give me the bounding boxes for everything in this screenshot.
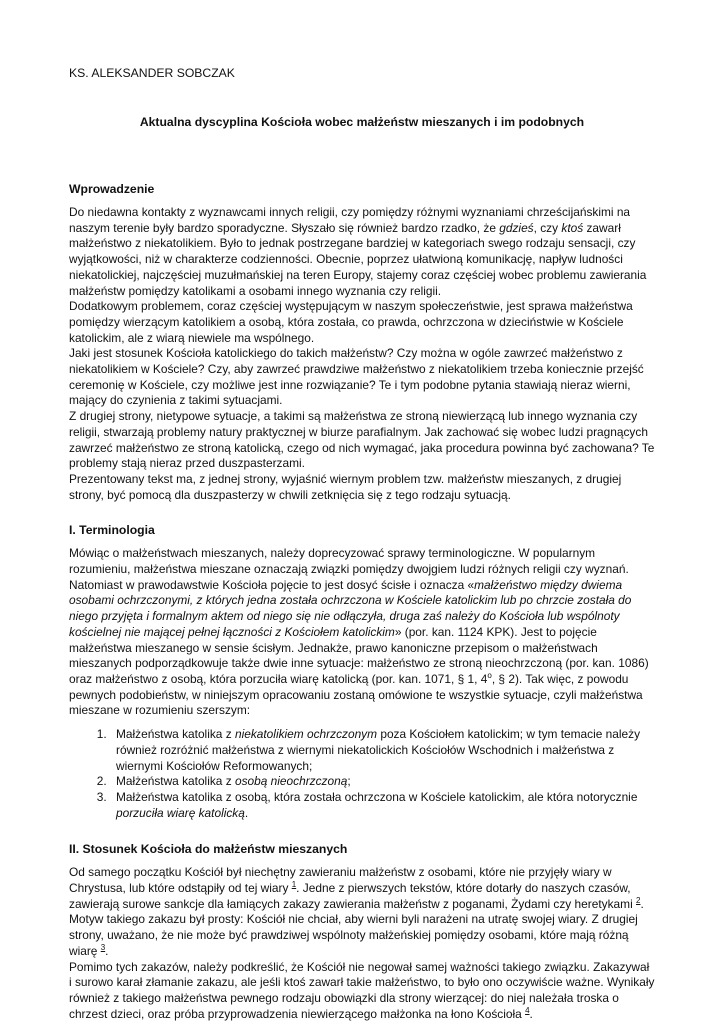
text-run: poza Kościołem katolickim; w tym temacie należy również rozróżnić małżeństwa z wiernymi niekatolickich Kościołów Wschodnich i małżeństwa z wiernymi Kościołów Reformowanych; [116, 727, 641, 773]
terminology-paragraph-1 [69, 546, 655, 719]
text-run: Małżeństwa katolika z [116, 774, 235, 789]
relation-paragraph-1 [69, 865, 655, 959]
list-item [110, 774, 655, 790]
text-run: Od samego początku Kościół był niechętny zawieraniu małżeństw z osobami, które nie przyjęły wiary w Chrystusa, lub które odstąpiły od tej wiary [69, 865, 612, 896]
italic-run: porzuciła wiarę katolicką [116, 805, 245, 820]
text-run: » (por. kan. 1124 KPK). Jest to pojęcie małżeństwa mieszanego w sensie ścisłym. Jednakże, prawo kanoniczne przepisom o małżeństwach mieszanych podporządkowuje także dwie inne sytuacje: małżeństwo ze stroną nieochrzczoną (por. kan. 1086) oraz małżeństwo z osobą, która porzuciła wiarę katolicką (por. kan. 1071, § 1, 4 [69, 624, 649, 686]
relation-paragraph-2 [69, 960, 655, 1023]
footnote-ref-2[interactable]: 2 [636, 895, 641, 905]
italic-run: gdzieś [499, 220, 534, 235]
italic-run: ktoś [561, 220, 584, 235]
text-run: . [105, 943, 109, 958]
author-name: KS. ALEKSANDER SOBCZAK [69, 66, 235, 80]
marriage-types-list [69, 727, 655, 821]
heading-terminology: I. Terminologia [69, 523, 155, 538]
italic-run: osobą nieochrzczoną [234, 774, 348, 789]
text-run: . [529, 1006, 533, 1021]
intro-paragraph-3: Jaki jest stosunek Kościoła katolickiego do takich małżeństw? Czy można w ogóle zawrzeć małżeństwo z niekatolikiem w Kościele? Czy, aby zawrzeć prawdziwe małżeństwo z niekatolikiem trzeba koniecznie przejść ceremonię w Kościele, czy możliwe jest inne rozwiązanie? Te i tym podobne pytania stawiają nieraz wierni, mający do czynienia z takimi sytuacjami. [69, 346, 644, 408]
intro-paragraph-4: Z drugiej strony, nietypowe sytuacje, a takimi są małżeństwa ze stroną niewierzącą lub innego wyznania czy religii, stwarzają problemy natury praktycznej w biurze parafialnym. Jak zachować się wobec ludzi pragnących zawrzeć małżeństwo ze stroną katolicką, czego od nich wymagać, jaka procedura powinna być zachowana? Te problemy stają nieraz przed duszpasterzami. [69, 409, 655, 471]
italic-run: niekatolikiem ochrzczonym [234, 727, 378, 742]
superscript: o [487, 671, 492, 681]
italic-quote: małżeństwo między dwiema osobami ochrzczonymi, z których jedna została ochrzczona w Kościele katolickim lub po chrzcie została do niego przyjęta i formalnym aktem od niego się nie odłączyła, druga zaś należy do Kościoła lub wspólnoty kościelnej nie mającej pełnej łączności z Kościołem katolickim [69, 577, 632, 639]
intro-paragraph-5: Prezentowany tekst ma, z jednej strony, wyjaśnić wiernym problem tzw. małżeństw mieszanych, z drugiej strony, być pomocą dla duszpasterzy w chwili zetknięcia się z tego rodzaju sytuacją. [69, 471, 622, 502]
heading-church-relation: II. Stosunek Kościoła do małżeństw mieszanych [69, 842, 348, 857]
footnote-ref-4[interactable]: 4 [525, 1005, 530, 1015]
text-run: Mówiąc o małżeństwach mieszanych, należy doprecyzować sprawy terminologiczne. W popularnym rozumieniu, małżeństwa mieszane oznaczają związki pomiędzy dwojgiem ludzi różnych religii czy wyznań. Natomiast w prawodawstwie Kościoła pojęcie to jest dosyć ścisłe i oznacza « [69, 546, 629, 592]
text-run: Małżeństwa katolika z osobą, która została ochrzczona w Kościele katolickim, ale która notorycznie [116, 789, 638, 804]
text-run: , § 2). Tak więc, z powodu pewnych podobieństw, w niniejszym opracowaniu zostaną omówione te wszystkie sytuacje, czyli małżeństwa mieszane w rozumieniu szerszym: [69, 671, 643, 718]
text-run: ; [347, 774, 351, 789]
text-run: Pomimo tych zakazów, należy podkreślić, że Kościół nie negował samej ważności takiego związku. Zakazywał i surowo karał złamanie zakazu, ale jeśli ktoś zawarł takie małżeństwo, to było ono oczywiście ważne. Wynikały również z takiego małżeństwa pewnego rodzaju obowiązki dla strony wierzącej: do niej należała troska o chrzest dzieci, oraz próba przyprowadzenia niewierzącego małżonka na łono Kościoła [69, 959, 655, 1021]
text-run: Małżeństwa katolika z [116, 727, 235, 742]
intro-paragraph-2: Dodatkowym problemem, coraz częściej występującym w naszym społeczeństwie, jest sprawa małżeństwa pomiędzy wierzącym katolikiem a osobą, która została, co prawda, ochrzczona w dzieciństwie w Kościele katolickim, ale z wiarą niewiele ma wspólnego. [69, 299, 633, 345]
document-page [69, 66, 655, 1022]
footnote-ref-1[interactable]: 1 [291, 880, 297, 890]
text-run: , czy [533, 220, 562, 235]
heading-introduction: Wprowadzenie [69, 182, 155, 196]
list-item [110, 790, 655, 821]
intro-paragraph-1 [69, 205, 655, 299]
list-item [110, 727, 655, 774]
text-run: . [244, 805, 249, 820]
footnote-ref-3[interactable]: 3 [100, 942, 106, 952]
text-run: zawarł małżeństwo z niekatolikiem. Było to jednak postrzegane bardziej w kategoriach swego rodzaju sensacji, czy wyjątkowości, niż w charakterze codzienności. Obecnie, poprzez ułatwioną komunikację, napływ ludności niekatolickiej, najczęściej muzułmańskiej na teren Europy, stajemy coraz częściej wobec problemu zawierania małżeństw pomiędzy katolikami a osobami innego wyznania czy religii. [69, 220, 647, 298]
text-run: . Jedne z pierwszych tekstów, które dotarły do naszych czasów, zawierają surowe sankcje dla łamiących zakazy zawierania małżeństw z poganami, Żydami czy heretykami [69, 881, 637, 911]
text-run: Do niedawna kontakty z wyznawcami innych religii, czy pomiędzy różnymi wyznaniami chrześcijańskimi na naszym terenie były bardzo sporadyczne. Słyszało się również bardzo rzadko, że [69, 205, 631, 235]
text-run: . Motyw takiego zakazu był prosty: Kościół nie chciał, aby wierni byli narażeni na utratę swojej wiary. Z drugiej strony, uważano, że nie może być prawdziwej wspólnoty małżeńskiej pomiędzy osobami, które mają różną wiarę [69, 896, 644, 958]
document-title: Aktualna dyscyplina Kościoła wobec małżeństw mieszanych i im podobnych [139, 115, 585, 129]
